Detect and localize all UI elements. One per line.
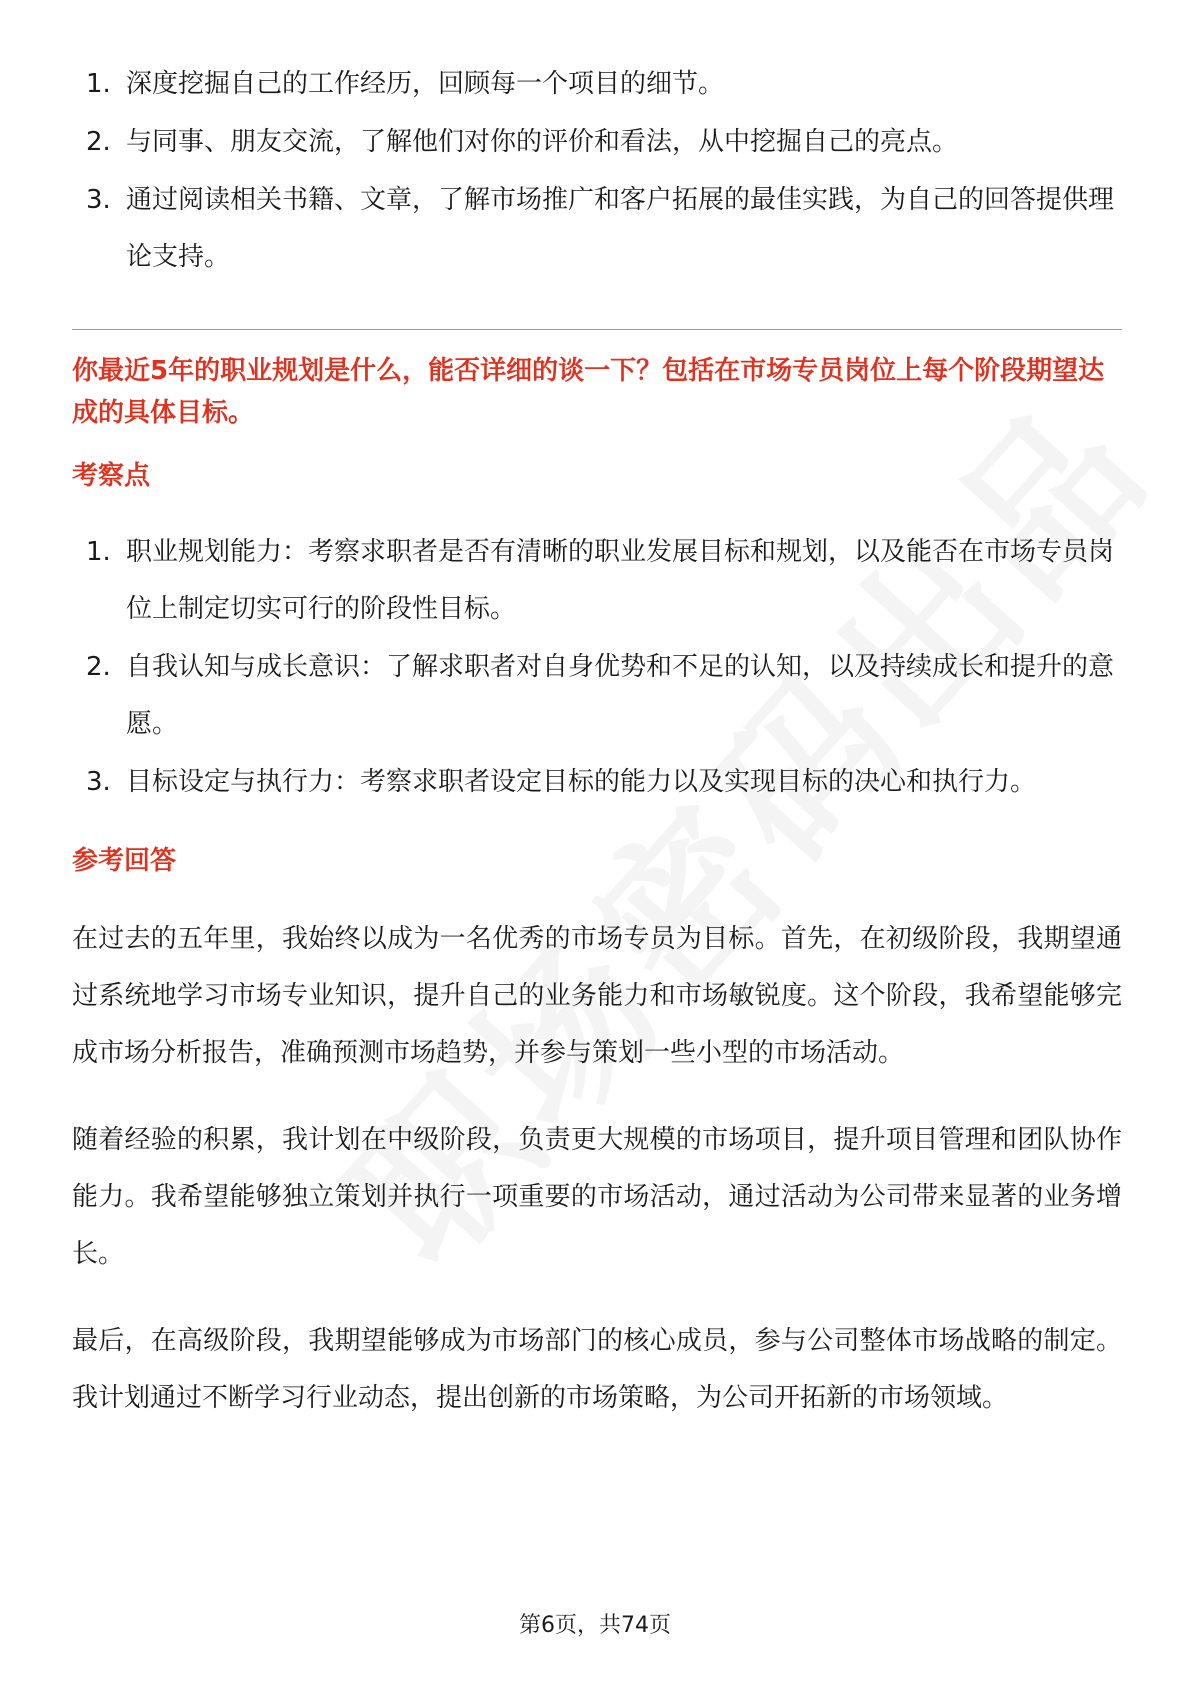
- answer-paragraph: 随着经验的积累，我计划在中级阶段，负责更大规模的市场项目，提升项目管理和团队协作能力。我希望能够独立策划并执行一项重要的市场活动，通过活动为公司带来显著的业务增长。: [72, 1125, 1122, 1269]
- list-number: 3.: [86, 767, 111, 797]
- list-number: 1.: [86, 69, 111, 99]
- answer-paragraph: 最后，在高级阶段，我期望能够成为市场部门的核心成员，参与公司整体市场战略的制定。我计划通过不断学习行业动态，提出创新的市场策略，为公司开拓新的市场领域。: [72, 1326, 1122, 1413]
- section-divider: [72, 329, 1122, 330]
- intro-list: [72, 56, 1122, 286]
- list-number: 2.: [86, 652, 111, 682]
- list-text: 深度挖掘自己的工作经历，回顾每一个项目的细节。: [126, 69, 725, 99]
- list-item: [72, 114, 1122, 171]
- answer-heading: 参考回答: [72, 846, 177, 876]
- list-text: 通过阅读相关书籍、文章，了解市场推广和客户拓展的最佳实践，为自己的回答提供理论支持。: [126, 185, 1115, 272]
- list-number: 3.: [86, 185, 111, 215]
- list-text: 与同事、朋友交流，了解他们对你的评价和看法，从中挖掘自己的亮点。: [126, 127, 959, 157]
- list-item: [72, 524, 1122, 638]
- exam-points-heading: 考察点: [72, 461, 151, 491]
- list-text: 目标设定与执行力：考察求职者设定目标的能力以及实现目标的决心和执行力。: [126, 767, 1037, 797]
- page-content: [72, 56, 1122, 1457]
- page-number: 第6页，共74页: [519, 1613, 671, 1638]
- list-item: [72, 56, 1122, 113]
- list-item: [72, 172, 1122, 286]
- list-number: 1.: [86, 537, 111, 567]
- exam-points-list: [72, 524, 1122, 811]
- answer-paragraph: 在过去的五年里，我始终以成为一名优秀的市场专员为目标。首先，在初级阶段，我期望通过系统地学习市场专业知识，提升自己的业务能力和市场敏锐度。这个阶段，我希望能够完成市场分析报告，准确预测市场趋势，并参与策划一些小型的市场活动。: [72, 924, 1122, 1068]
- list-item: [72, 639, 1122, 753]
- question-heading: 你最近5年的职业规划是什么，能否详细的谈一下？包括在市场专员岗位上每个阶段期望达成的具体目标。: [72, 356, 1105, 428]
- list-item: [72, 754, 1122, 811]
- list-number: 2.: [86, 127, 111, 157]
- list-text: 自我认知与成长意识：了解求职者对自身优势和不足的认知，以及持续成长和提升的意愿。: [126, 652, 1115, 739]
- list-text: 职业规划能力：考察求职者是否有清晰的职业发展目标和规划，以及能否在市场专员岗位上制定切实可行的阶段性目标。: [126, 537, 1115, 624]
